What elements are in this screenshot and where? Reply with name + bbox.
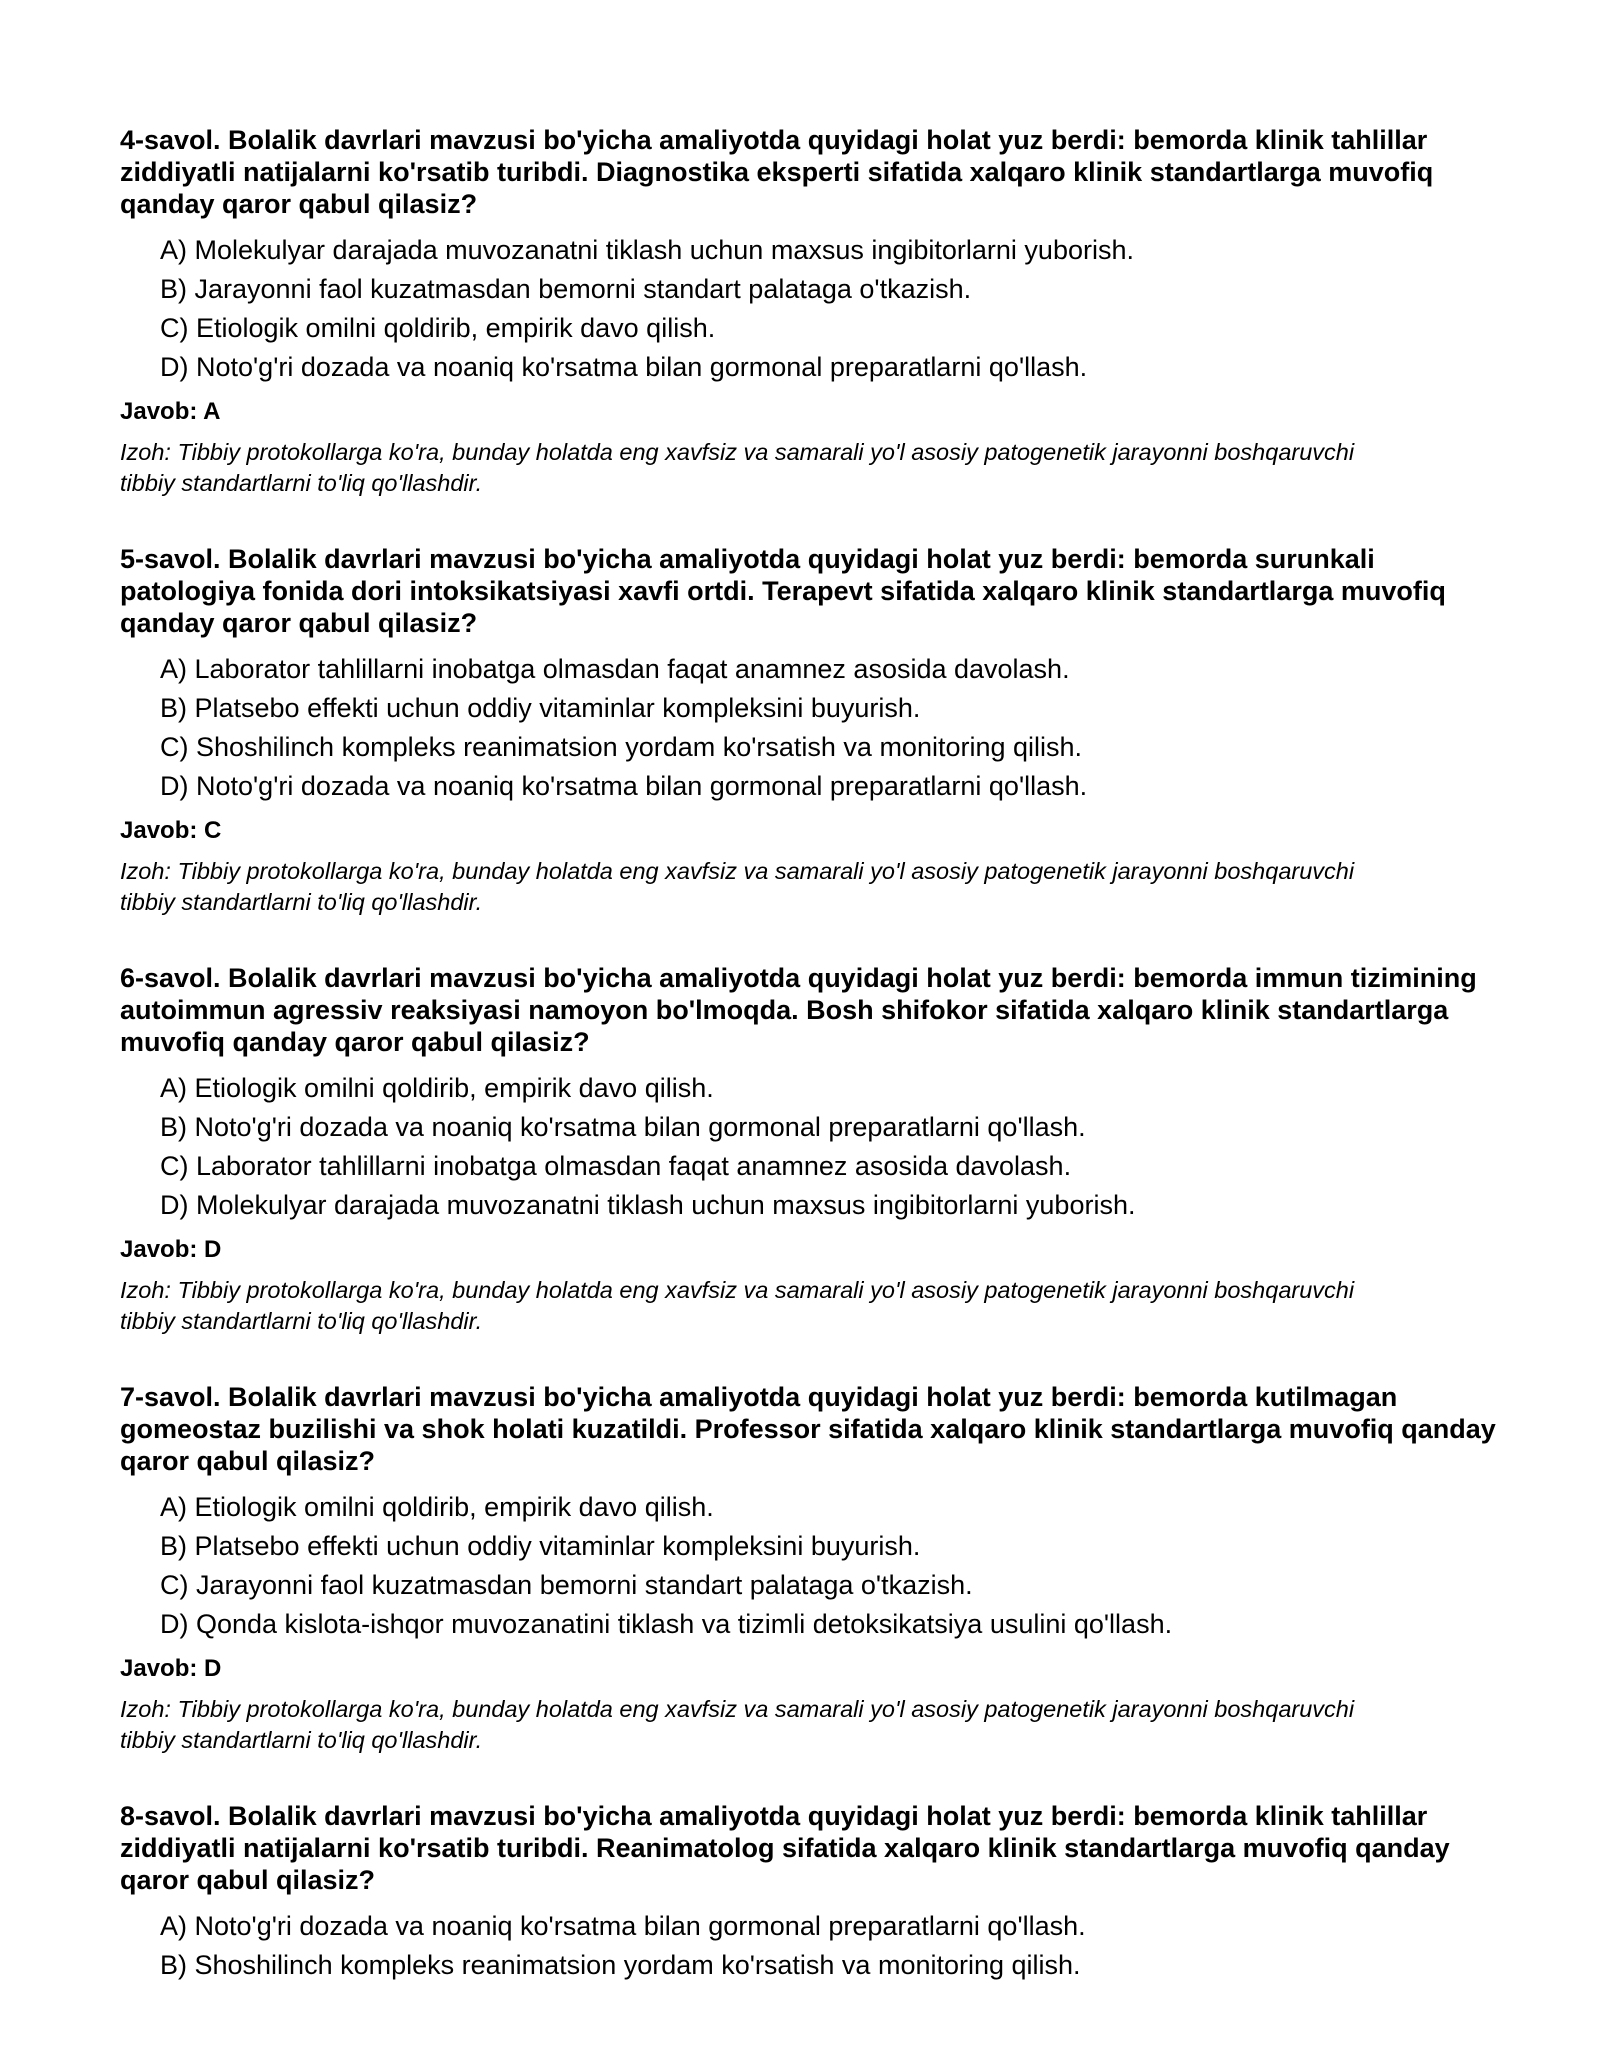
answer-text: Javob: A [120, 398, 221, 425]
option-a: A) Noto'g'ri dozada va noaniq ko'rsatma bilan gormonal preparatlarni qo'llash. [160, 1911, 1086, 1941]
explanation-text: Izoh: Tibbiy protokollarga ko'ra, bunday holatda eng xavfsiz va samarali yo'l asosiy patogenetik jarayonni boshqaruvchi tibbiy standartlarni to'liq qo'llashdir. [120, 1696, 1355, 1753]
option-a: A) Molekulyar darajada muvozanatni tiklash uchun maxsus ingibitorlarni yuborish. [160, 235, 1134, 265]
option-d: D) Qonda kislota-ishqor muvozanatini tiklash va tizimli detoksikatsiya usulini qo'llash. [160, 1609, 1173, 1639]
explanation-text: Izoh: Tibbiy protokollarga ko'ra, bunday holatda eng xavfsiz va samarali yo'l asosiy patogenetik jarayonni boshqaruvchi tibbiy standartlarni to'liq qo'llashdir. [120, 858, 1355, 915]
question-block [120, 962, 1500, 1337]
option-c: C) Jarayonni faol kuzatmasdan bemorni standart palataga o'tkazish. [160, 1570, 973, 1600]
options-list [120, 234, 1500, 383]
option-b: B) Platsebo effekti uchun oddiy vitaminlar kompleksini buyurish. [160, 693, 921, 723]
question-text: 7-savol. Bolalik davrlari mavzusi bo'yicha amaliyotda quyidagi holat yuz berdi: bemorda kutilmagan gomeostaz buzilishi va shok holati kuzatildi. Professor sifatida xalqaro klinik standartlarga muvofiq qanday qaror qabul qilasiz? [120, 1382, 1496, 1476]
document-page [120, 124, 1500, 2025]
option-a: A) Etiologik omilni qoldirib, empirik davo qilish. [160, 1073, 714, 1103]
question-text: 8-savol. Bolalik davrlari mavzusi bo'yicha amaliyotda quyidagi holat yuz berdi: bemorda klinik tahlillar ziddiyatli natijalarni ko'rsatib turibdi. Reanimatolog sifatida xalqaro klinik standartlarga muvofiq qanday qaror qabul qilasiz? [120, 1801, 1450, 1895]
option-a: A) Laborator tahlillarni inobatga olmasdan faqat anamnez asosida davolash. [160, 654, 1070, 684]
question-text: 5-savol. Bolalik davrlari mavzusi bo'yicha amaliyotda quyidagi holat yuz berdi: bemorda surunkali patologiya fonida dori intoksikatsiyasi xavfi ortdi. Terapevt sifatida xalqaro klinik standartlarga muvofiq qanday qaror qabul qilasiz? [120, 544, 1446, 638]
question-text: 4-savol. Bolalik davrlari mavzusi bo'yicha amaliyotda quyidagi holat yuz berdi: bemorda klinik tahlillar ziddiyatli natijalarni ko'rsatib turibdi. Diagnostika eksperti sifatida xalqaro klinik standartlarga muvofiq qanday qaror qabul qilasiz? [120, 125, 1434, 219]
answer-text: Javob: D [120, 1655, 222, 1682]
options-list [120, 1910, 1500, 1981]
option-d: D) Noto'g'ri dozada va noaniq ko'rsatma bilan gormonal preparatlarni qo'llash. [160, 352, 1088, 382]
option-b: B) Platsebo effekti uchun oddiy vitaminlar kompleksini buyurish. [160, 1531, 921, 1561]
answer-text: Javob: C [120, 817, 222, 844]
option-b: B) Jarayonni faol kuzatmasdan bemorni standart palataga o'tkazish. [160, 274, 972, 304]
options-list [120, 1072, 1500, 1221]
options-list [120, 653, 1500, 802]
option-c: C) Laborator tahlillarni inobatga olmasdan faqat anamnez asosida davolash. [160, 1151, 1072, 1181]
option-d: D) Noto'g'ri dozada va noaniq ko'rsatma bilan gormonal preparatlarni qo'llash. [160, 771, 1088, 801]
question-block [120, 1381, 1500, 1756]
question-text: 6-savol. Bolalik davrlari mavzusi bo'yicha amaliyotda quyidagi holat yuz berdi: bemorda immun tizimining autoimmun agressiv reaksiyasi namoyon bo'lmoqda. Bosh shifokor sifatida xalqaro klinik standartlarga muvofiq qanday qaror qabul qilasiz? [120, 963, 1477, 1057]
option-c: C) Shoshilinch kompleks reanimatsion yordam ko'rsatish va monitoring qilish. [160, 732, 1083, 762]
option-c: C) Etiologik omilni qoldirib, empirik davo qilish. [160, 313, 716, 343]
option-b: B) Noto'g'ri dozada va noaniq ko'rsatma bilan gormonal preparatlarni qo'llash. [160, 1112, 1086, 1142]
explanation-text: Izoh: Tibbiy protokollarga ko'ra, bunday holatda eng xavfsiz va samarali yo'l asosiy patogenetik jarayonni boshqaruvchi tibbiy standartlarni to'liq qo'llashdir. [120, 439, 1355, 496]
explanation-text: Izoh: Tibbiy protokollarga ko'ra, bunday holatda eng xavfsiz va samarali yo'l asosiy patogenetik jarayonni boshqaruvchi tibbiy standartlarni to'liq qo'llashdir. [120, 1277, 1355, 1334]
question-block [120, 543, 1500, 918]
question-block [120, 124, 1500, 499]
answer-text: Javob: D [120, 1236, 222, 1263]
options-list [120, 1491, 1500, 1640]
question-block [120, 1800, 1500, 1981]
option-d: D) Molekulyar darajada muvozanatni tiklash uchun maxsus ingibitorlarni yuborish. [160, 1190, 1136, 1220]
option-b: B) Shoshilinch kompleks reanimatsion yordam ko'rsatish va monitoring qilish. [160, 1950, 1081, 1980]
option-a: A) Etiologik omilni qoldirib, empirik davo qilish. [160, 1492, 714, 1522]
